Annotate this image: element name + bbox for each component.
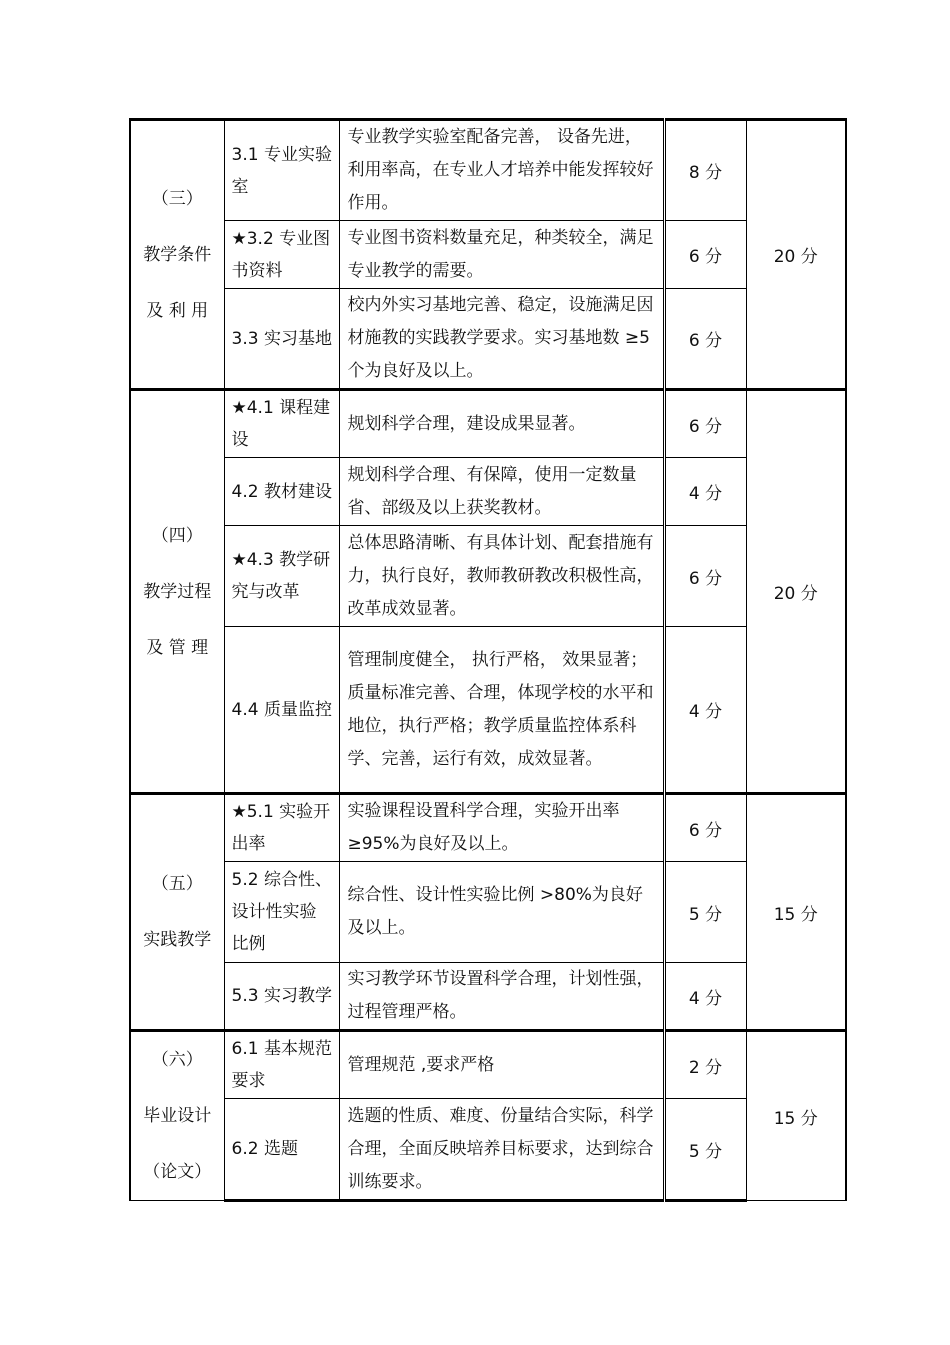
criteria-cell: 实习教学环节设置科学合理，计划性强，过程管理严格。 <box>339 963 664 1031</box>
item-cell: ★5.1 实验开出率 <box>224 794 339 862</box>
total-score-cell: 15 分 <box>746 794 846 1031</box>
category-cell <box>130 390 224 794</box>
criteria-cell: 专业图书资料数量充足，种类较全，满足专业教学的需要。 <box>339 221 664 289</box>
table-row <box>130 221 846 289</box>
category-cell <box>130 794 224 1031</box>
total-score-cell: 20 分 <box>746 390 846 794</box>
score-cell: 6 分 <box>664 390 746 458</box>
table-row <box>130 120 846 221</box>
criteria-cell: 总体思路清晰、有具体计划、配套措施有力，执行良好，教师教研教改积极性高，改革成效显著。 <box>339 526 664 627</box>
item-cell: 5.3 实习教学 <box>224 963 339 1031</box>
score-cell: 4 分 <box>664 963 746 1031</box>
table-row <box>130 794 846 862</box>
table-row <box>130 526 846 627</box>
criteria-cell: 选题的性质、难度、份量结合实际，科学合理，全面反映培养目标要求，达到综合训练要求。 <box>339 1099 664 1201</box>
table-row <box>130 390 846 458</box>
criteria-cell: 管理制度健全， 执行严格， 效果显著；质量标准完善、合理，体现学校的水平和地位，执行严格；教学质量监控体系科学、完善，运行有效，成效显著。 <box>339 627 664 794</box>
criteria-cell: 实验课程设置科学合理，实验开出率 ≥95%为良好及以上。 <box>339 794 664 862</box>
category-line: （四） <box>151 525 203 546</box>
category-line: 实践教学 <box>143 930 212 950</box>
table-row <box>130 1099 846 1201</box>
score-cell: 5 分 <box>664 1099 746 1201</box>
category-cell <box>130 120 224 390</box>
category-line: （六） <box>151 1050 203 1070</box>
item-cell: ★4.1 课程建设 <box>224 390 339 458</box>
score-cell: 6 分 <box>664 526 746 627</box>
table-row <box>130 627 846 794</box>
score-cell: 2 分 <box>664 1031 746 1099</box>
total-score-cell: 15 分 <box>746 1031 846 1201</box>
table-row <box>130 1031 846 1099</box>
category-line: 及 管 理 <box>146 637 209 658</box>
item-cell: 5.2 综合性、设计性实验比例 <box>224 862 339 963</box>
evaluation-table <box>129 118 847 1202</box>
category-line: （三） <box>151 188 203 209</box>
item-cell: 6.2 选题 <box>224 1099 339 1201</box>
score-cell: 6 分 <box>664 289 746 390</box>
item-cell: 4.2 教材建设 <box>224 458 339 526</box>
score-cell: 6 分 <box>664 794 746 862</box>
table-row <box>130 862 846 963</box>
score-cell: 4 分 <box>664 458 746 526</box>
item-cell: 3.3 实习基地 <box>224 289 339 390</box>
category-line: （论文） <box>143 1162 212 1182</box>
score-cell: 4 分 <box>664 627 746 794</box>
table-row <box>130 458 846 526</box>
score-cell: 6 分 <box>664 221 746 289</box>
item-cell: 4.4 质量监控 <box>224 627 339 794</box>
criteria-cell: 综合性、设计性实验比例 >80%为良好及以上。 <box>339 862 664 963</box>
criteria-cell: 规划科学合理、有保障，使用一定数量省、部级及以上获奖教材。 <box>339 458 664 526</box>
item-cell: ★4.3 教学研究与改革 <box>224 526 339 627</box>
criteria-cell: 校内外实习基地完善、稳定，设施满足因材施教的实践教学要求。实习基地数 ≥5个为良好及以上。 <box>339 289 664 390</box>
score-cell: 8 分 <box>664 120 746 221</box>
total-score-cell: 20 分 <box>746 120 846 390</box>
table-row <box>130 289 846 390</box>
category-line: 毕业设计 <box>143 1106 212 1126</box>
score-cell: 5 分 <box>664 862 746 963</box>
table-row <box>130 963 846 1031</box>
criteria-cell: 规划科学合理，建设成果显著。 <box>339 390 664 458</box>
criteria-cell: 管理规范 ,要求严格 <box>339 1031 664 1099</box>
item-cell: 3.1 专业实验室 <box>224 120 339 221</box>
category-line: 教学条件 <box>143 244 212 265</box>
item-cell: ★3.2 专业图书资料 <box>224 221 339 289</box>
category-line: （五） <box>151 874 203 894</box>
criteria-cell: 专业教学实验室配备完善， 设备先进，利用率高，在专业人才培养中能发挥较好作用。 <box>339 120 664 221</box>
category-line: 教学过程 <box>143 581 212 602</box>
category-cell <box>130 1031 224 1201</box>
item-cell: 6.1 基本规范要求 <box>224 1031 339 1099</box>
category-line: 及 利 用 <box>146 300 209 321</box>
